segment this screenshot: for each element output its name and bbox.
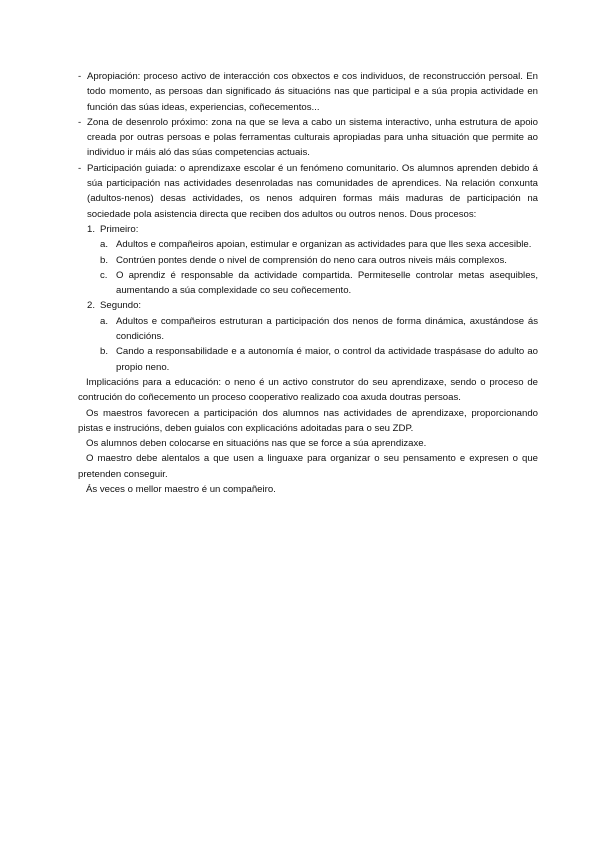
process-title: Segundo: bbox=[100, 300, 142, 312]
bullet-text-apropiacion: Apropiación: proceso activo de interacción cos obxectos e cos individuos, de reconstrucción persoal. En todo momento, as persoas dan significado ás situacións nas que participal e a súa propia actividade en función das súas ideas, experiencias, coñecementos... bbox=[87, 71, 538, 113]
item-text: O aprendiz é responsable da actividade compartida. Permiteselle controlar metas asequibles, aumentando a súa complexidade co seu coñecemento. bbox=[116, 269, 538, 297]
item-text: Contrúen pontes dende o nivel de comprensión do neno cara outros niveis máis complexos. bbox=[116, 254, 507, 266]
item-text: Cando a responsabilidade e a autonomía é maior, o control da actividade traspásase do adulto ao propio neno. bbox=[116, 346, 538, 373]
process-number: 2. bbox=[87, 300, 96, 312]
bullet-text-participacion-guiada: Participación guiada: o aprendizaxe escolar é un fenómeno comunitario. Os alumnos aprenden debido á súa participación nas actividades desenroladas nas comunidades de aprendices. Na relación conxunta (adultos-nenos) desas actividades, os nenos adquiren formas máis maduras de participación na sociedade pola asistencia directa que reciben dos adultos ou outros nenos. Dous procesos: bbox=[87, 162, 538, 220]
item-text: Adultos e compañeiros apoian, estimular e organizan as actividades para que lles sexa accesible. bbox=[116, 239, 532, 251]
list-item bbox=[78, 314, 538, 345]
paragraph-maestros: Os maestros favorecen a participación dos alumnos nas actividades de aprendizaxe, proporcionando pistas e instrucións, deben guialos con explicacións adoitadas para o seu ZDP. bbox=[78, 407, 538, 434]
list-item bbox=[78, 161, 538, 222]
list-item bbox=[78, 237, 538, 252]
bullet-dash: - bbox=[78, 162, 82, 174]
paragraph-alumnos: Os alumnos deben colocarse en situacións nas que se force a súa aprendizaxe. bbox=[86, 438, 427, 450]
item-letter: a. bbox=[100, 315, 109, 327]
paragraph-linguaxe: O maestro debe alentalos a que usen a linguaxe para organizar o seu pensamento e expresen o que pretenden conseguir. bbox=[78, 453, 538, 480]
process-heading bbox=[78, 298, 538, 313]
list-item bbox=[78, 253, 538, 268]
bullet-dash: - bbox=[78, 71, 82, 82]
process-number: 1. bbox=[87, 223, 96, 235]
list-item bbox=[78, 344, 538, 375]
list-item bbox=[78, 115, 538, 161]
paragraph-compañeiro: Ás veces o mellor maestro é un compañeiro. bbox=[86, 484, 276, 496]
item-letter: b. bbox=[100, 254, 109, 266]
list-item bbox=[78, 268, 538, 299]
item-letter: c. bbox=[100, 269, 108, 281]
process-title: Primeiro: bbox=[100, 223, 139, 235]
paragraph-implicacions: Implicacións para a educación: o neno é un activo construtor do seu aprendizaxe, sendo o proceso de contrución do coñecemento un proceso cooperativo realizado coa axuda doutras persoas. bbox=[78, 376, 538, 404]
bullet-text-zona-desenrolo: Zona de desenrolo próximo: zona na que se leva a cabo un sistema interactivo, unha estrutura de apoio creada por outras persoas e polas ferramentas culturais apropiadas para unha situación que permite ao individuo ir máis aló das súas competencias actuais. bbox=[87, 116, 538, 159]
bullet-dash: - bbox=[78, 116, 82, 128]
document-body bbox=[78, 69, 538, 497]
list-item bbox=[78, 69, 538, 115]
item-letter: b. bbox=[100, 346, 109, 358]
process-heading bbox=[78, 222, 538, 237]
item-letter: a. bbox=[100, 239, 109, 251]
item-text: Adultos e compañeiros estruturan a participación dos nenos de forma dinámica, axustándose ás condicións. bbox=[116, 315, 538, 343]
